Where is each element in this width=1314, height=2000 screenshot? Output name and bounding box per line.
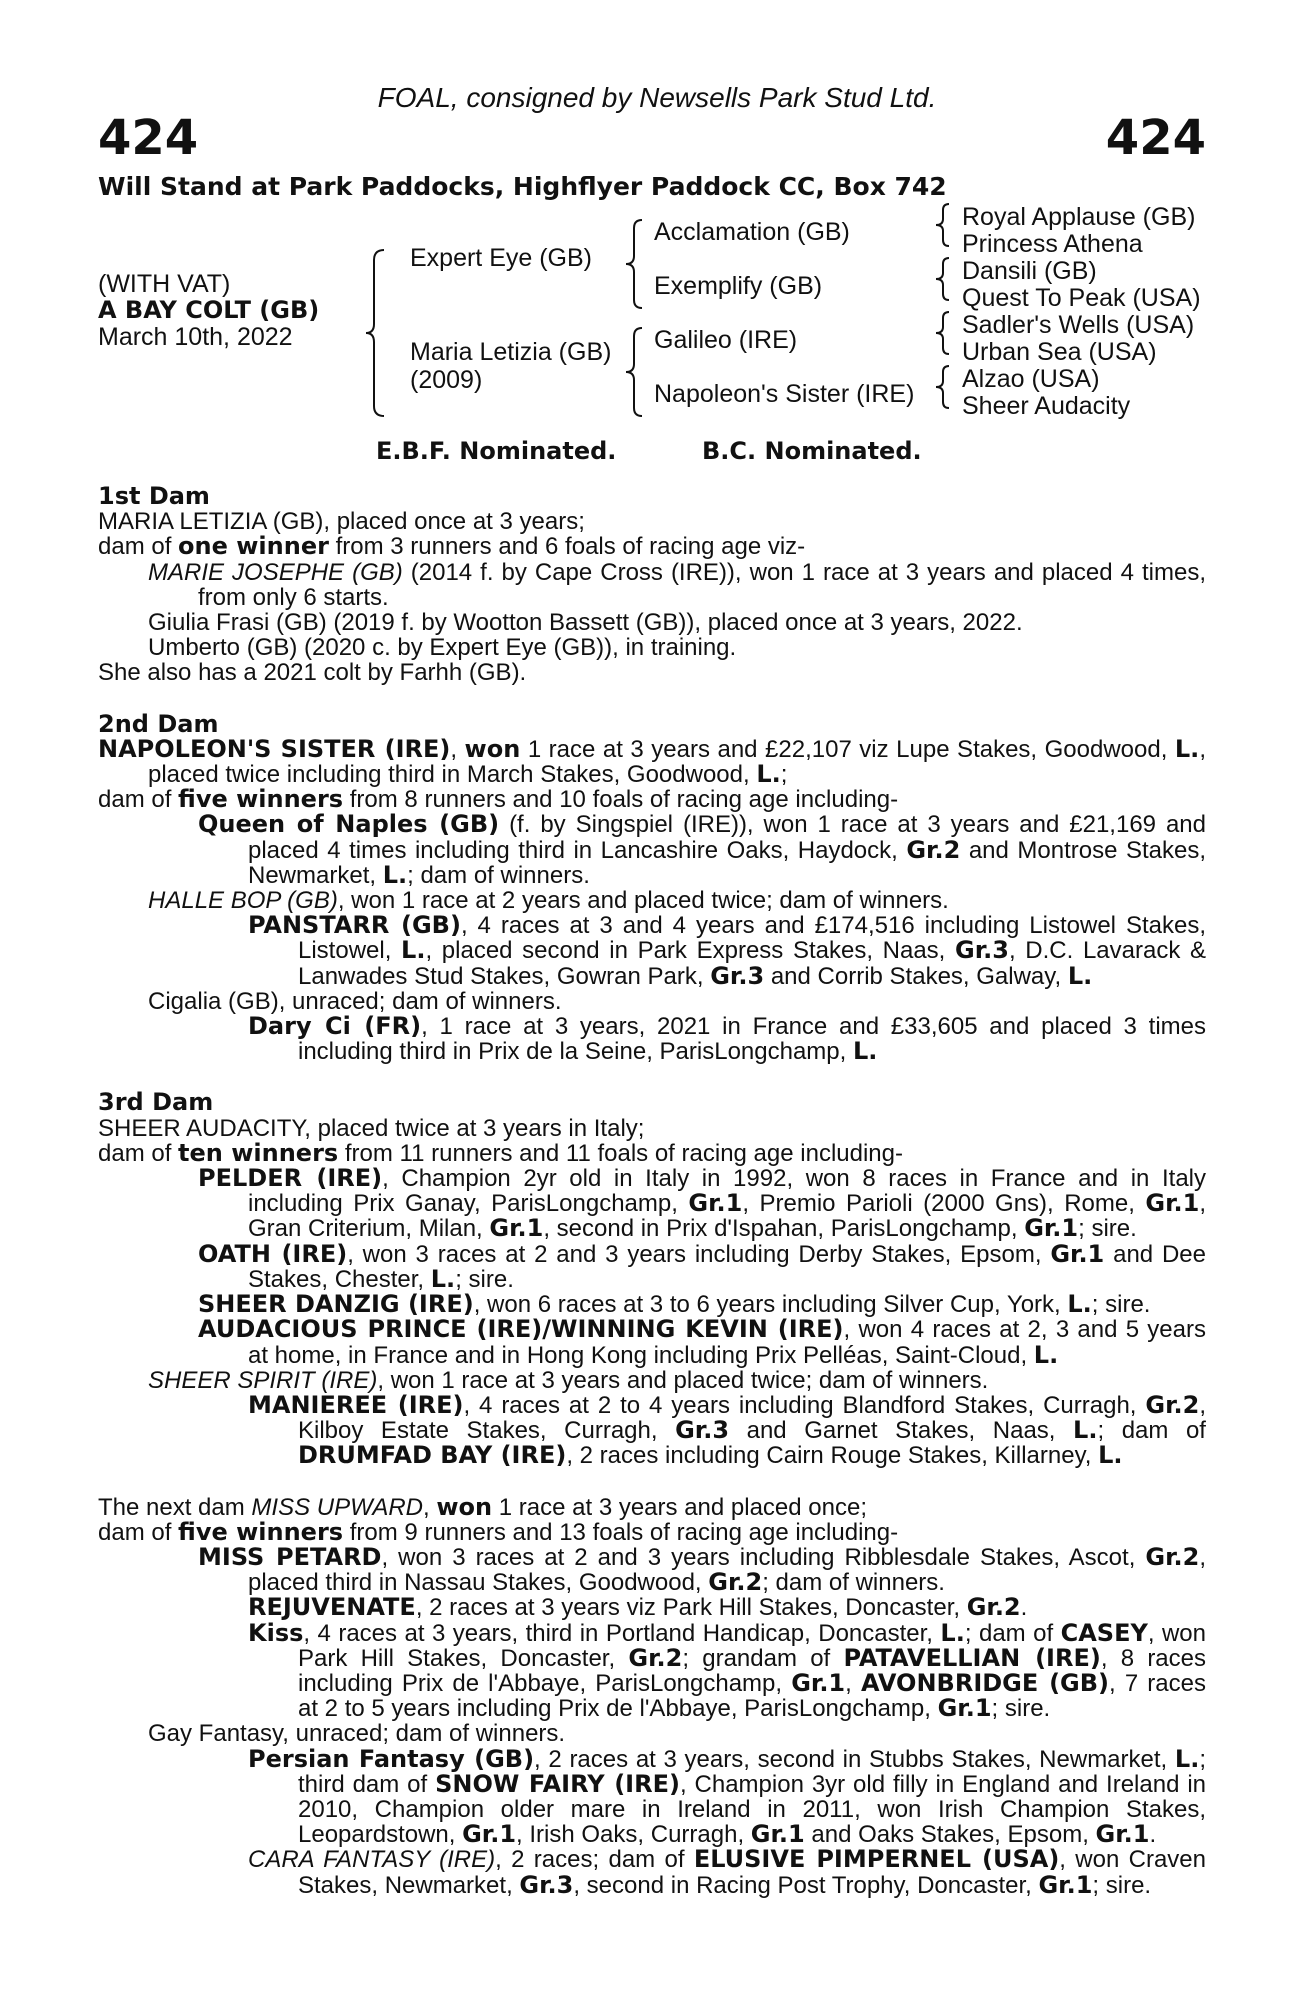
- subject-horse: A BAY COLT (GB): [98, 296, 320, 324]
- lot-number-right: 424: [1105, 110, 1206, 166]
- third-dam-produce-summary: dam of ten winners from 11 runners and 11 foals of racing age including-: [98, 1138, 903, 1167]
- gen3-8: Sheer Audacity: [962, 392, 1131, 420]
- vat-note: (WITH VAT): [98, 270, 231, 298]
- gen3-7: Alzao (USA): [962, 365, 1100, 393]
- first-dam-note: She also has a 2021 colt by Farhh (GB).: [98, 659, 527, 687]
- dam-dam: Napoleon's Sister (IRE): [654, 380, 915, 408]
- catalogue-body: [98, 484, 1206, 1898]
- list-item: MANIEREE (IRE), 4 races at 2 to 4 years including Blandford Stakes, Curragh, Gr.2, Kilboy Estate Stakes, Curragh, Gr.3 and Garnet Stakes, Naas, L.; dam of DRUMFAD BAY (IRE), 2 races including Cairn Rouge Stakes, Killarney, L.: [248, 1390, 1206, 1470]
- first-dam-produce-summary: dam of one winner from 3 runners and 6 foals of racing age viz-: [98, 532, 806, 561]
- list-item: MISS PETARD, won 3 races at 2 and 3 years including Ribblesdale Stakes, Ascot, Gr.2, placed third in Nassau Stakes, Goodwood, Gr.2; dam of winners.: [198, 1542, 1206, 1597]
- second-dam-line: NAPOLEON'S SISTER (IRE), won 1 race at 3 years and £22,107 viz Lupe Stakes, Goodwood, L., placed twice including third in March Stakes, Goodwood, L.;: [98, 734, 1206, 789]
- list-item: PELDER (IRE), Champion 2yr old in Italy in 1992, won 8 races in France and in Italy including Prix Ganay, ParisLongchamp, Gr.1, Premio Parioli (2000 Gns), Rome, Gr.1, Gran Criterium, Milan, Gr.1, second in Prix d'Ispahan, ParisLongchamp, Gr.1; sire.: [198, 1164, 1207, 1243]
- brace-g3-4: [934, 364, 952, 410]
- list-item: Umberto (GB) (2020 c. by Expert Eye (GB)), in training.: [148, 634, 737, 662]
- sire-sire: Acclamation (GB): [654, 218, 850, 246]
- list-item: Kiss, 4 races at 3 years, third in Portland Handicap, Doncaster, L.; dam of CASEY, won Park Hill Stakes, Doncaster, Gr.2; grandam of PATAVELLIAN (IRE), 8 races including Prix de l'Abbaye, ParisLongchamp, Gr.1, AVONBRIDGE (GB), 7 races at 2 to 5 years including Prix de l'Abbaye, ParisLongchamp, Gr.1; sire.: [248, 1618, 1207, 1723]
- stand-location: Will Stand at Park Paddocks, Highflyer Paddock CC, Box 742: [98, 172, 947, 201]
- gen3-5: Sadler's Wells (USA): [962, 311, 1195, 339]
- gen3-2: Princess Athena: [962, 230, 1143, 258]
- gen3-4: Quest To Peak (USA): [962, 284, 1201, 312]
- third-dam-line: SHEER AUDACITY, placed twice at 3 years in Italy;: [98, 1114, 645, 1142]
- gen3-6: Urban Sea (USA): [962, 338, 1157, 366]
- list-item: HALLE BOP (GB), won 1 race at 2 years and placed twice; dam of winners.: [148, 887, 949, 915]
- list-item: Dary Ci (FR), 1 race at 3 years, 2021 in France and £33,605 and placed 3 times including third in Prix de la Seine, ParisLongchamp, L.: [248, 1012, 1206, 1066]
- list-item: Gay Fantasy, unraced; dam of winners.: [148, 1720, 566, 1748]
- brace-dam: [624, 326, 646, 418]
- fourth-dam-produce-summary: dam of five winners from 9 runners and 13 foals of racing age including-: [98, 1517, 899, 1546]
- ebf-nomination: E.B.F. Nominated.: [376, 437, 617, 465]
- gen3-1: Royal Applause (GB): [962, 203, 1196, 231]
- gen3-3: Dansili (GB): [962, 257, 1097, 285]
- sire-dam: Exemplify (GB): [654, 272, 823, 300]
- brace-g3-3: [934, 310, 952, 356]
- list-item: Cigalia (GB), unraced; dam of winners.: [148, 987, 562, 1015]
- list-item: Giulia Frasi (GB) (2019 f. by Wootton Bassett (GB)), placed once at 3 years, 2022.: [148, 609, 1023, 637]
- sire: Expert Eye (GB): [410, 244, 592, 272]
- dam: Maria Letizia (GB): [410, 338, 612, 366]
- list-item: SHEER SPIRIT (IRE), won 1 race at 3 years and placed twice; dam of winners.: [148, 1366, 989, 1394]
- second-dam-heading: 2nd Dam: [98, 709, 219, 738]
- list-item: OATH (IRE), won 3 races at 2 and 3 years including Derby Stakes, Epsom, Gr.1 and Dee Stakes, Chester, L.; sire.: [198, 1239, 1206, 1293]
- list-item: PANSTARR (GB), 4 races at 3 and 4 years and £174,516 including Listowel Stakes, Listowel, L., placed second in Park Express Stakes, Naas, Gr.3, D.C. Lavarack & Lanwades Stud Stakes, Gowran Park, Gr.3 and Corrib Stakes, Galway, L.: [248, 911, 1207, 990]
- list-item: SHEER DANZIG (IRE), won 6 races at 3 to 6 years including Silver Cup, York, L.; sire.: [198, 1290, 1151, 1319]
- second-dam-produce-summary: dam of five winners from 8 runners and 10 foals of racing age including-: [98, 785, 899, 814]
- brace-g3-2: [934, 256, 952, 302]
- list-item: REJUVENATE, 2 races at 3 years viz Park Hill Stakes, Doncaster, Gr.2.: [248, 1593, 1028, 1622]
- foaled-date: March 10th, 2022: [98, 323, 293, 351]
- list-item: MARIE JOSEPHE (GB) (2014 f. by Cape Cross (IRE)), won 1 race at 3 years and placed 4 times, from only 6 starts.: [148, 558, 1206, 611]
- brace-g3-1: [934, 202, 952, 248]
- brace-sire: [624, 218, 646, 310]
- consignment-line: FOAL, consigned by Newsells Park Stud Ltd.: [377, 82, 937, 113]
- list-item: Persian Fantasy (GB), 2 races at 3 years, second in Stubbs Stakes, Newmarket, L.; third dam of SNOW FAIRY (IRE), Champion 3yr old filly in England and Ireland in 2010, Champion older mare in Ireland in 2011, won Irish Champion Stakes, Leopardstown, Gr.1, Irish Oaks, Curragh, Gr.1 and Oaks Stakes, Epsom, Gr.1.: [248, 1744, 1207, 1849]
- fourth-dam-line: The next dam MISS UPWARD, won 1 race at 3 years and placed once;: [98, 1492, 867, 1521]
- list-item: Queen of Naples (GB) (f. by Singspiel (IRE)), won 1 race at 3 years and £21,169 and placed 4 times including third in Lancashire Oaks, Haydock, Gr.2 and Montrose Stakes, Newmarket, L.; dam of winners.: [198, 810, 1207, 889]
- dam-sire: Galileo (IRE): [654, 326, 798, 354]
- brace-main: [364, 248, 388, 418]
- list-item: CARA FANTASY (IRE), 2 races; dam of ELUSIVE PIMPERNEL (USA), won Craven Stakes, Newmarket, Gr.3, second in Racing Post Trophy, Doncaster, Gr.1; sire.: [248, 1845, 1206, 1899]
- list-item: AUDACIOUS PRINCE (IRE)/WINNING KEVIN (IRE), won 4 races at 2, 3 and 5 years at home, in France and in Hong Kong including Prix Pelléas, Saint-Cloud, L.: [198, 1315, 1206, 1369]
- lot-number-left: 424: [98, 110, 199, 166]
- bc-nomination: B.C. Nominated.: [702, 437, 922, 465]
- first-dam-line: MARIA LETIZIA (GB), placed once at 3 years;: [98, 508, 585, 536]
- third-dam-heading: 3rd Dam: [98, 1088, 214, 1117]
- first-dam-heading: 1st Dam: [98, 482, 210, 510]
- dam-year: (2009): [410, 366, 483, 394]
